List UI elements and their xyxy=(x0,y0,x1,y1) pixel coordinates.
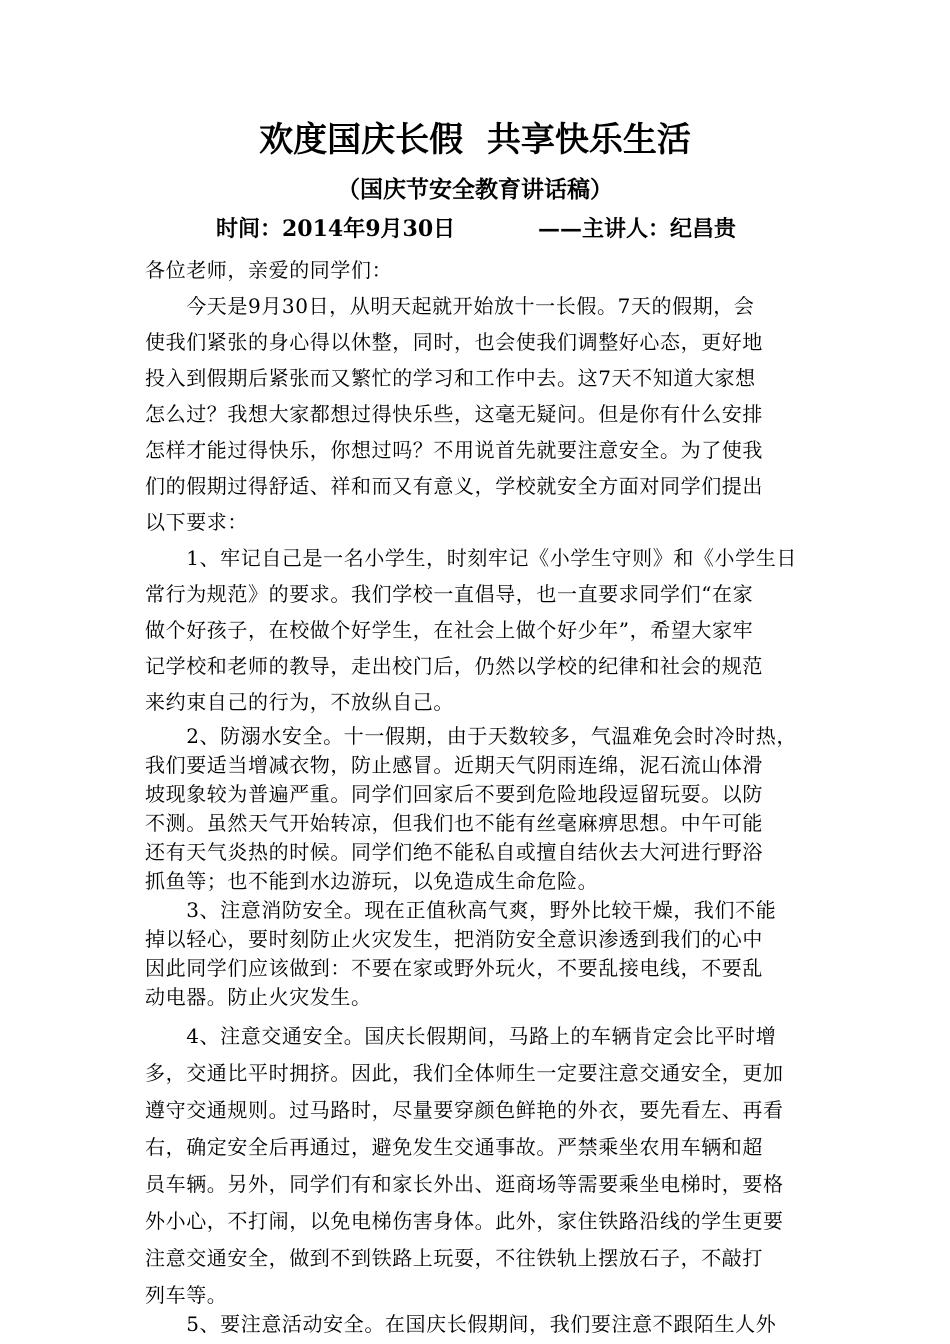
body-line: 怎样才能过得快乐，你想过吗？不用说首先就要注意安全。为了使我 xyxy=(145,438,763,462)
body-line: 各位老师，亲爱的同学们： xyxy=(145,258,393,282)
body-line: 掉以轻心，要时刻防止火灾发生，把消防安全意识渗透到我们的心中 xyxy=(145,927,763,951)
body-line: 们的假期过得舒适、祥和而又有意义，学校就安全方面对同学们提出 xyxy=(145,474,763,498)
body-line: 4、注意交通安全。国庆长假期间，马路上的车辆肯定会比平时增 xyxy=(145,1024,777,1048)
speech-date: 时间：2014年9月30日 xyxy=(216,216,456,242)
body-line: 5、要注意活动安全。在国庆长假期间，我们要注意不跟陌生人外 xyxy=(145,1312,777,1336)
body-line: 注意交通安全，做到不到铁路上玩耍，不往铁轨上摆放石子，不敲打 xyxy=(145,1246,763,1270)
body-line: 抓鱼等；也不能到水边游玩，以免造成生命危险。 xyxy=(145,869,599,893)
body-line: 还有天气炎热的时候。同学们绝不能私自或擅自结伙去大河进行野浴 xyxy=(145,840,763,864)
speaker-name: ——主讲人：纪昌贵 xyxy=(538,216,737,242)
body-line: 投入到假期后紧张而又繁忙的学习和工作中去。这7天不知道大家想 xyxy=(145,366,756,390)
body-line: 3、注意消防安全。现在正值秋高气爽，野外比较干燥，我们不能 xyxy=(145,898,777,922)
body-line: 员车辆。另外，同学们有和家长外出、逛商场等需要乘坐电梯时，要格 xyxy=(145,1172,784,1196)
body-line: 不测。虽然天气开始转凉，但我们也不能有丝毫麻痹思想。中午可能 xyxy=(145,811,763,835)
body-line: 动电器。防止火灾发生。 xyxy=(145,985,372,1009)
body-line: 遵守交通规则。过马路时，尽量要穿颜色鲜艳的外衣，要先看左、再看 xyxy=(145,1098,784,1122)
body-line: 因此同学们应该做到：不要在家或野外玩火，不要乱接电线，不要乱 xyxy=(145,956,763,980)
body-line: 外小心，不打闹，以免电梯伤害身体。此外，家住铁路沿线的学生更要 xyxy=(145,1209,784,1233)
body-line: 今天是9月30日，从明天起就开始放十一长假。7天的假期，会 xyxy=(145,294,755,318)
body-line: 以下要求： xyxy=(145,510,248,534)
body-line: 2、防溺水安全。十一假期，由于天数较多，气温难免会时冷时热， xyxy=(145,724,797,748)
body-line: 来约束自己的行为，不放纵自己。 xyxy=(145,690,454,714)
body-line: 右，确定安全后再通过，避免发生交通事故。严禁乘坐农用车辆和超 xyxy=(145,1135,763,1159)
body-line: 多，交通比平时拥挤。因此，我们全体师生一定要注意交通安全，更加 xyxy=(145,1061,784,1085)
body-line: 列车等。 xyxy=(145,1283,228,1307)
body-line: 记学校和老师的教导，走出校门后，仍然以学校的纪律和社会的规范 xyxy=(145,654,763,678)
body-line: 常行为规范》的要求。我们学校一直倡导，也一直要求同学们“在家 xyxy=(145,582,754,606)
body-line: 我们要适当增减衣物，防止感冒。近期天气阴雨连绵，泥石流山体滑 xyxy=(145,753,763,777)
body-line: 1、牢记自己是一名小学生，时刻牢记《小学生守则》和《小学生日 xyxy=(145,546,797,570)
body-line: 使我们紧张的身心得以休整，同时，也会使我们调整好心态，更好地 xyxy=(145,330,763,354)
body-line: 坡现象较为普遍严重。同学们回家后不要到危险地段逗留玩耍。以防 xyxy=(145,782,763,806)
document-title: 欢度国庆长假 共享快乐生活 xyxy=(259,120,691,160)
body-line: 做个好孩子，在校做个好学生，在社会上做个好少年”，希望大家牢 xyxy=(145,618,754,642)
document-subtitle: （国庆节安全教育讲话稿） xyxy=(337,176,613,203)
body-line: 怎么过？我想大家都想过得快乐些，这毫无疑问。但是你有什么安排 xyxy=(145,402,763,426)
